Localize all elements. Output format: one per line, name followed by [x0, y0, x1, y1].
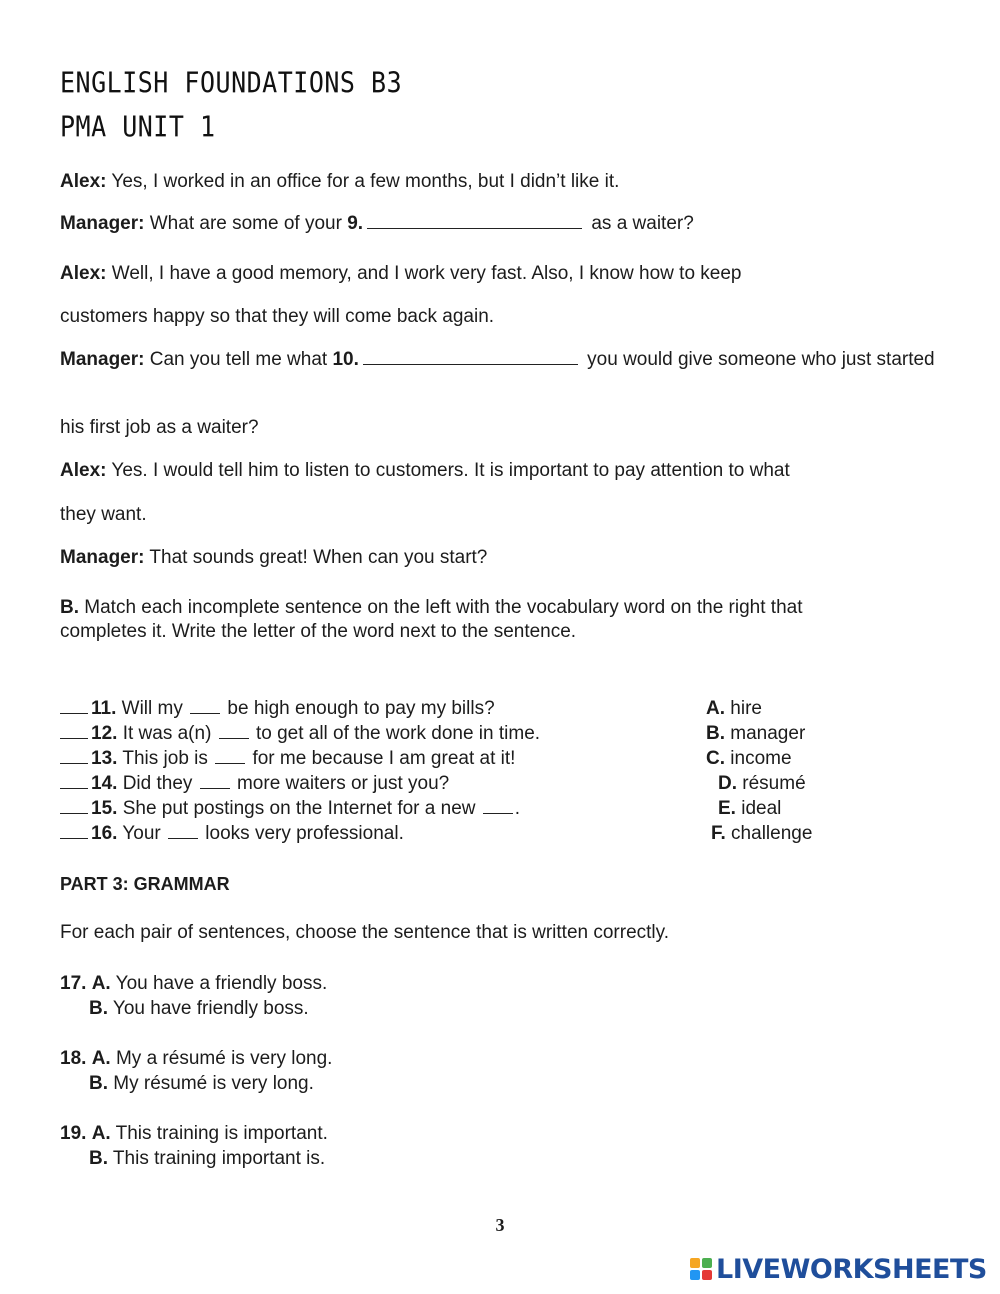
instruction-text: completes it. Write the letter of the word next to the sentence. — [60, 621, 577, 642]
option-letter: F. — [711, 823, 726, 844]
dialogue-line — [60, 212, 694, 236]
question-number: 11. — [91, 698, 117, 719]
item-text: She put postings on the Internet for a new — [117, 798, 481, 819]
dialogue-line — [60, 170, 619, 194]
answer-blank-15[interactable] — [60, 799, 88, 814]
speaker-label: Manager: — [60, 349, 145, 370]
choice-text: My résumé is very long. — [108, 1073, 314, 1094]
item-text: be high enough to pay my bills? — [222, 698, 495, 719]
option-letter: B. — [706, 723, 725, 744]
answer-blank-14[interactable] — [60, 774, 88, 789]
answer-blank-12[interactable] — [60, 724, 88, 739]
inline-blank — [215, 749, 245, 764]
grammar-question — [60, 971, 327, 1021]
brand-name: LIVEWORKSHEETS — [716, 1253, 987, 1285]
item-text: for me because I am great at it! — [247, 748, 516, 769]
item-text: to get all of the work done in time. — [250, 723, 541, 744]
vocab-option — [711, 821, 812, 846]
dialogue-line: his first job as a waiter? — [60, 417, 259, 438]
matching-item — [60, 721, 540, 746]
option-word: hire — [725, 698, 762, 719]
question-number: 10. — [332, 349, 359, 370]
question-number: 13. — [91, 748, 118, 769]
vocab-option — [718, 771, 806, 796]
vocab-option — [706, 696, 762, 721]
question-number: 18. — [60, 1048, 87, 1069]
question-number: 19. — [60, 1123, 87, 1144]
grammar-question — [60, 1046, 332, 1096]
option-word: challenge — [725, 823, 813, 844]
item-text: Will my — [116, 698, 189, 719]
option-letter: C. — [706, 748, 725, 769]
choice-label: B. — [89, 1073, 108, 1094]
choice-label: B. — [89, 1148, 108, 1169]
answer-blank-16[interactable] — [60, 824, 88, 839]
liveworksheets-logo[interactable] — [690, 1254, 987, 1284]
item-text: more waiters or just you? — [231, 773, 450, 794]
item-text: Did they — [117, 773, 198, 794]
speaker-label: Alex: — [60, 171, 107, 192]
dialogue-line: they want. — [60, 504, 147, 525]
choice-label: A. — [91, 1048, 111, 1069]
grammar-question — [60, 1121, 328, 1171]
question-number: 15. — [91, 798, 118, 819]
answer-blank-13[interactable] — [60, 749, 88, 764]
dialogue-text: Yes, I worked in an office for a few months, but I didn’t like it. — [106, 171, 620, 192]
inline-blank — [219, 724, 249, 739]
choice-text: My a résumé is very long. — [110, 1048, 333, 1069]
item-text: looks very professional. — [200, 823, 404, 844]
section-b-instruction — [60, 596, 930, 644]
logo-icon — [690, 1258, 712, 1280]
choice-a[interactable] — [60, 971, 327, 996]
choice-b[interactable] — [60, 1146, 328, 1171]
option-letter: A. — [706, 698, 725, 719]
option-letter: E. — [718, 798, 736, 819]
choice-text: This training is important. — [110, 1123, 328, 1144]
item-text: Your — [117, 823, 167, 844]
dialogue-line — [60, 348, 940, 372]
dialogue-text: What are some of your — [144, 213, 348, 234]
part3-heading-text: PART 3: GRAMMAR — [60, 874, 230, 894]
part3-instruction: For each pair of sentences, choose the sentence that is written correctly. — [60, 922, 670, 943]
section-label: B. — [60, 597, 79, 618]
inline-blank — [200, 774, 230, 789]
item-text: It was a(n) — [117, 723, 217, 744]
part3-heading — [60, 872, 230, 896]
dialogue-text: you would give someone who just started — [581, 349, 935, 370]
speaker-label: Manager: — [60, 547, 145, 568]
answer-blank-9[interactable] — [367, 214, 582, 229]
answer-blank-10[interactable] — [363, 350, 578, 365]
answer-blank-11[interactable] — [60, 699, 88, 714]
question-number: 14. — [91, 773, 118, 794]
item-text: . — [514, 798, 521, 819]
dialogue-text: Can you tell me what — [144, 349, 333, 370]
vocab-option — [706, 721, 805, 746]
dialogue-text: Well, I have a good memory, and I work very fast. Also, I know how to keep — [106, 263, 742, 284]
choice-b[interactable] — [60, 1071, 332, 1096]
inline-blank — [168, 824, 198, 839]
inline-blank — [483, 799, 513, 814]
option-word: manager — [725, 723, 806, 744]
dialogue-line — [60, 546, 487, 570]
dialogue-line — [60, 262, 742, 286]
dialogue-line — [60, 459, 790, 483]
option-word: ideal — [735, 798, 782, 819]
speaker-label: Alex: — [60, 460, 107, 481]
vocab-option — [706, 746, 792, 771]
vocab-option — [718, 796, 781, 821]
choice-text: This training important is. — [108, 1148, 326, 1169]
speaker-label: Manager: — [60, 213, 145, 234]
dialogue-text: That sounds great! When can you start? — [144, 547, 488, 568]
matching-item — [60, 796, 520, 821]
choice-b[interactable] — [60, 996, 327, 1021]
matching-item — [60, 696, 495, 721]
question-number: 12. — [91, 723, 118, 744]
page-number: 3 — [495, 1215, 505, 1235]
matching-item — [60, 771, 449, 796]
choice-label: A. — [91, 1123, 111, 1144]
instruction-text: Match each incomplete sentence on the left with the vocabulary word on the right that — [79, 597, 803, 618]
question-number: 16. — [91, 823, 118, 844]
choice-a[interactable] — [60, 1121, 328, 1146]
document-subtitle: PMA UNIT 1 — [60, 110, 216, 144]
choice-text: You have a friendly boss. — [110, 973, 328, 994]
option-letter: D. — [718, 773, 737, 794]
document-title: ENGLISH FOUNDATIONS B3 — [60, 66, 403, 100]
dialogue-text: as a waiter? — [586, 213, 694, 234]
dialogue-line: customers happy so that they will come back again. — [60, 306, 495, 327]
choice-label: A. — [91, 973, 111, 994]
question-number: 17. — [60, 973, 87, 994]
item-text: This job is — [117, 748, 214, 769]
choice-a[interactable] — [60, 1046, 332, 1071]
option-word: résumé — [737, 773, 806, 794]
choice-text: You have friendly boss. — [108, 998, 309, 1019]
dialogue-text: Yes. I would tell him to listen to customers. It is important to pay attention to what — [106, 460, 790, 481]
option-word: income — [725, 748, 792, 769]
speaker-label: Alex: — [60, 263, 107, 284]
matching-item — [60, 746, 515, 771]
choice-label: B. — [89, 998, 108, 1019]
matching-item — [60, 821, 404, 846]
question-number: 9. — [347, 213, 364, 234]
inline-blank — [190, 699, 220, 714]
